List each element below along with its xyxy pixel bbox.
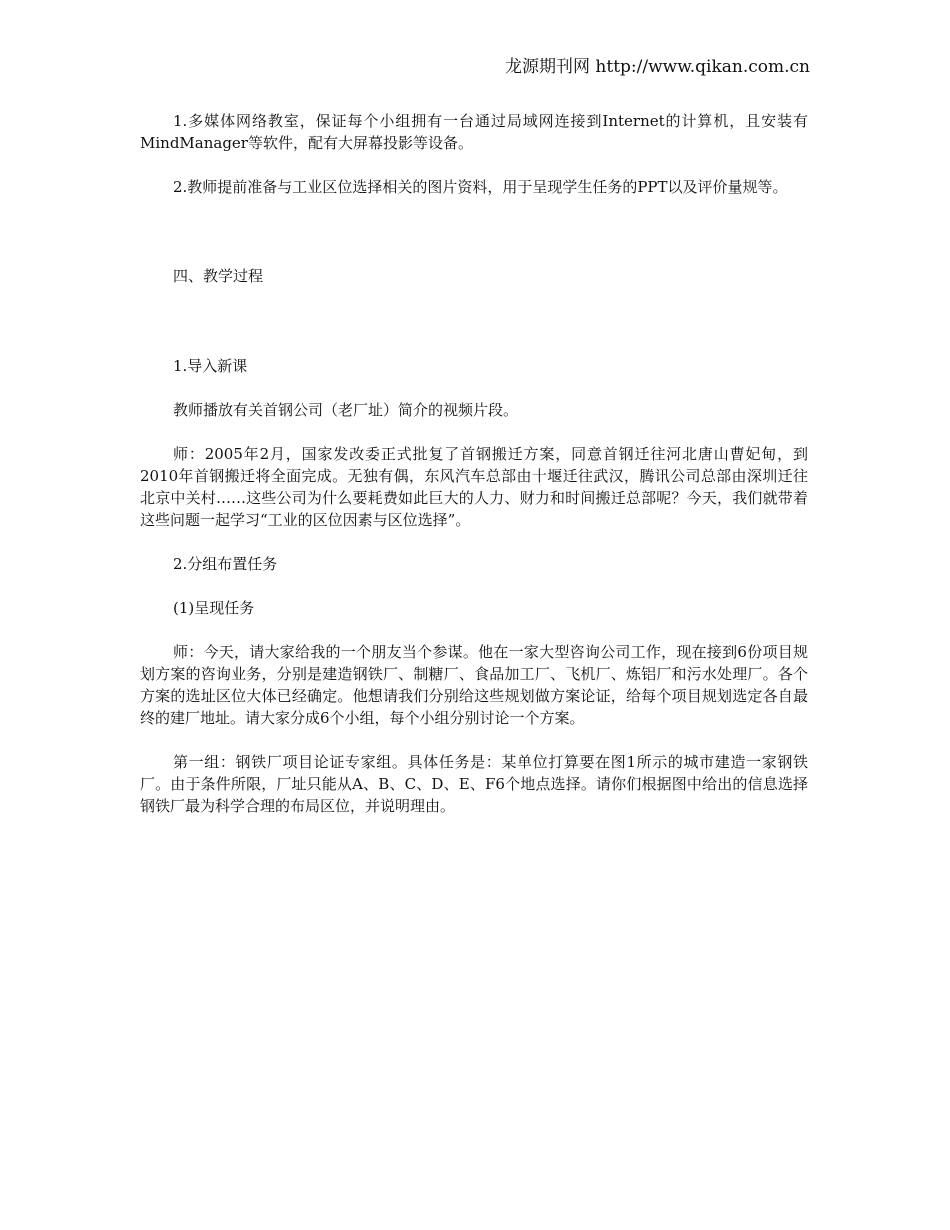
paragraph-video: 教师播放有关首钢公司（老厂址）简介的视频片段。 bbox=[173, 401, 519, 419]
subheading-present-tasks: (1)呈现任务 bbox=[173, 599, 255, 617]
paragraph-group-one: 第一组：钢铁厂项目论证专家组。具体任务是：某单位打算要在图1所示的城市建造一家钢铁厂。由于条件所限，厂址只能从A、B、C、D、E、F6个地点选择。请你们根据图中给出的信息选择钢铁厂最为科学合理的布局区位，并说明理由。 bbox=[140, 753, 808, 815]
article-body bbox=[140, 110, 808, 817]
paragraph-teacher-task: 师：今天，请大家给我的一个朋友当个参谋。他在一家大型咨询公司工作，现在接到6份项目规划方案的咨询业务，分别是建造钢铁厂、制糖厂、食品加工厂、飞机厂、炼铝厂和污水处理厂。各个方案的选址区位大体已经确定。他想请我们分别给这些规划做方案论证，给每个项目规划选定各自最终的建厂地址。请大家分成6个小组，每个小组分别讨论一个方案。 bbox=[140, 643, 808, 727]
paragraph-materials: 2.教师提前准备与工业区位选择相关的图片资料，用于呈现学生任务的PPT以及评价量规等。 bbox=[173, 178, 788, 196]
subheading-intro: 1.导入新课 bbox=[173, 357, 248, 375]
paragraph-teacher-intro: 师：2005年2月，国家发改委正式批复了首钢搬迁方案，同意首钢迁往河北唐山曹妃甸，到2010年首钢搬迁将全面完成。无独有偶，东风汽车总部由十堰迁往武汉，腾讯公司总部由深圳迁往北京中关村……这些公司为什么要耗费如此巨大的人力、财力和时间搬迁总部呢？今天，我们就带着这些问题一起学习“工业的区位因素与区位选择”。 bbox=[140, 445, 808, 529]
subheading-group-tasks: 2.分组布置任务 bbox=[173, 555, 278, 573]
section-heading-teaching-process: 四、教学过程 bbox=[173, 267, 264, 285]
site-header: 龙源期刊网 http://www.qikan.com.cn bbox=[505, 57, 810, 77]
paragraph-equipment: 1.多媒体网络教室，保证每个小组拥有一台通过局域网连接到Internet的计算机，且安装有MindManager等软件，配有大屏幕投影等设备。 bbox=[140, 112, 808, 152]
